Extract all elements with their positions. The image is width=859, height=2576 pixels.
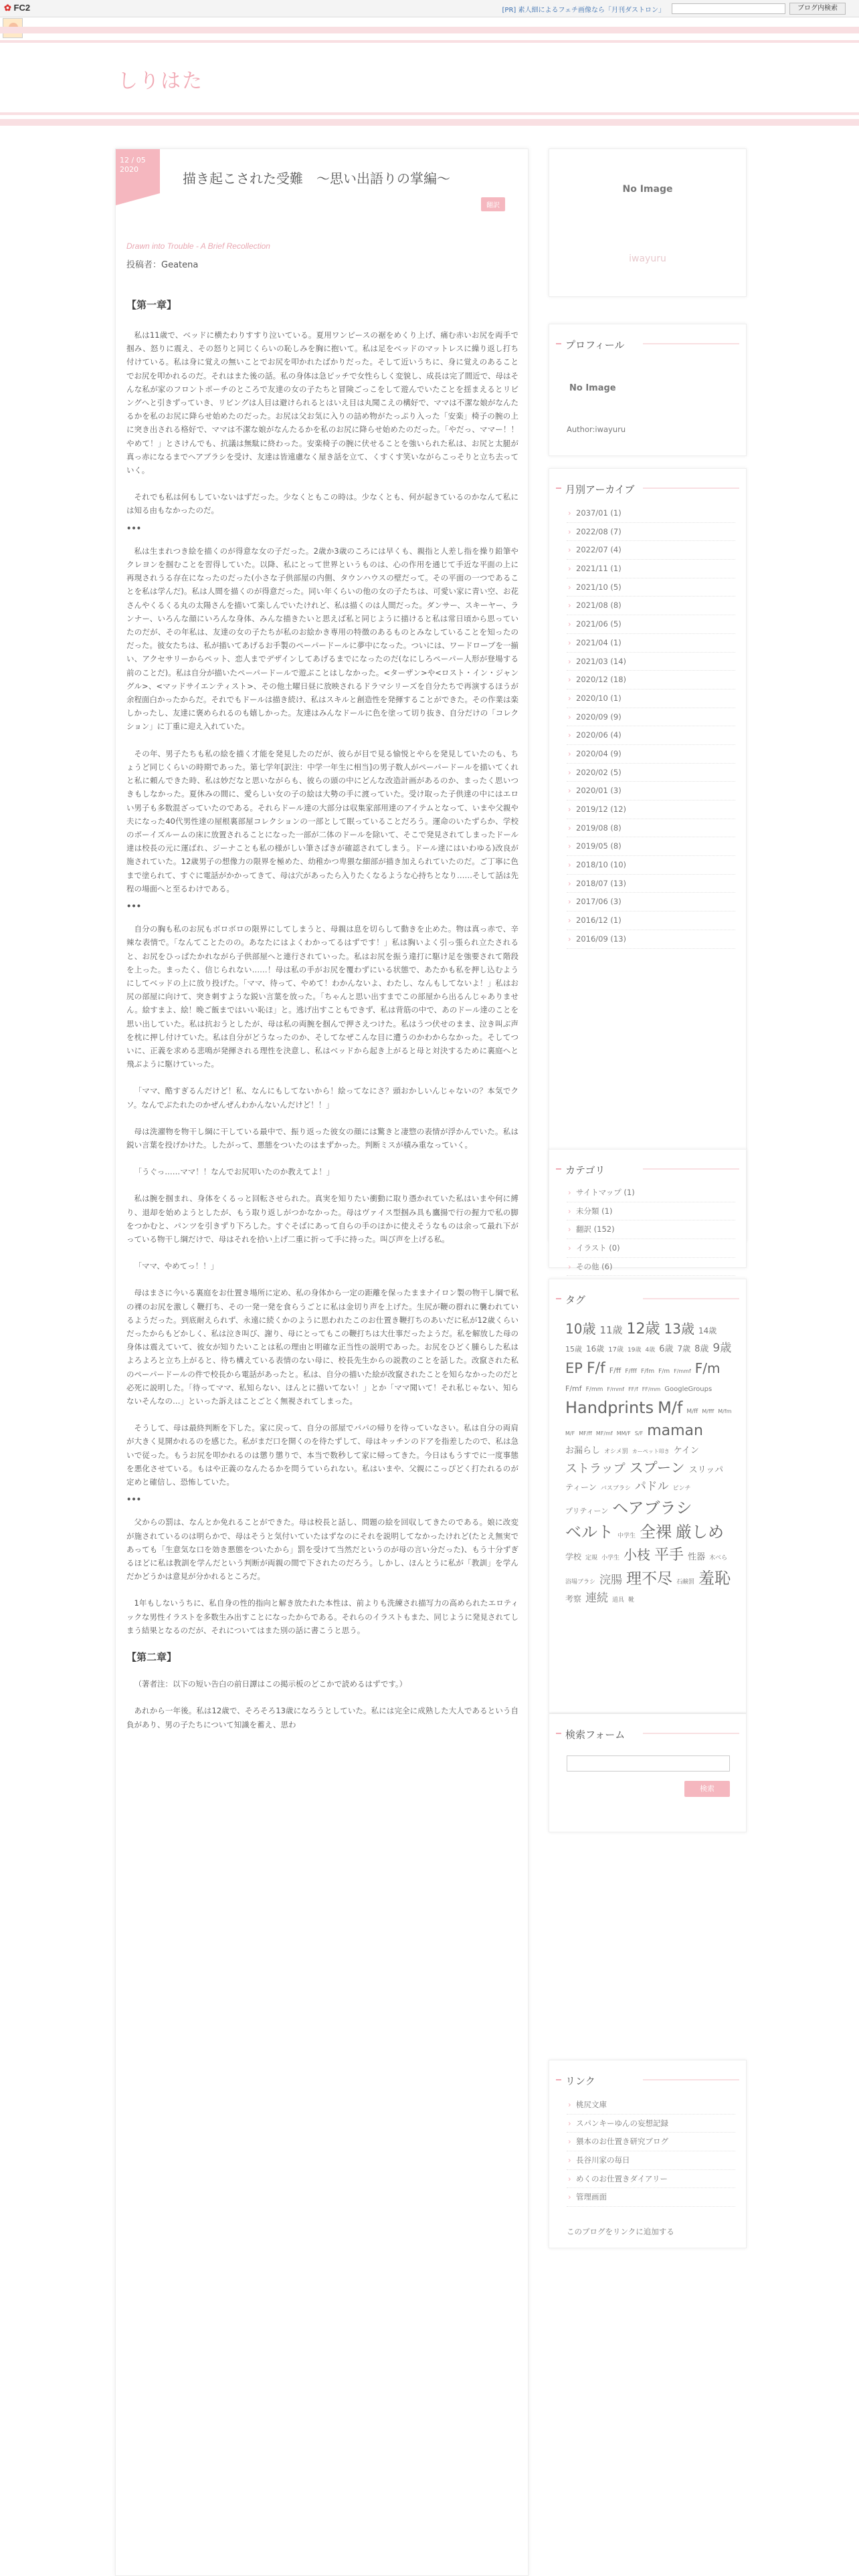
tag-box — [549, 1279, 747, 1713]
tag-item[interactable]: M/ff — [686, 1408, 698, 1415]
archive-item[interactable]: › 2021/04 (1) — [567, 634, 735, 653]
tag-item[interactable]: オシメ罰 — [604, 1448, 628, 1455]
tag-item[interactable]: ケイン — [673, 1445, 699, 1456]
header-stripe — [0, 27, 859, 33]
tag-item[interactable]: F/ff — [609, 1366, 622, 1375]
archive-item[interactable]: › 2019/12 (12) — [567, 800, 735, 819]
separator: ••• — [126, 901, 142, 911]
paragraph: 「ママ、酷すぎるんだけど！私、なんにもしてないから！絵ってなにさ？頭おかしいんじゃないの？本気でクソ。なんでぶたれたのかぜんぜんわかんないんだけど！！」 — [126, 1086, 518, 1109]
category-item[interactable]: › サイトマップ (1) — [567, 1184, 735, 1202]
tag-item[interactable]: F/m — [694, 1360, 721, 1376]
archive-list — [549, 496, 746, 949]
tag-item[interactable]: ストラップ — [565, 1461, 626, 1476]
link-item[interactable]: › 長谷川家の毎日 — [567, 2151, 735, 2170]
paragraph: 私は生まれつき絵を描くのが得意な女の子だった。2歳か3歳のころには早くも、親指と人差し指を操り鉛筆やクレヨンを掴むことを習得していた。以降、私にとって世界というものは、心の作用を通じて手近な平面の上に再現されうる存在になったのだった(小さな子供部屋の内側、タウンハウスの壁だって。その平面の一つであることを私は学んだ)。私は人間を描くのが得意だった。同い年くらいの他の女の子たちは、可愛い家に青い空、お花さんやくるくる丸の太陽さんを描いて楽しんでいたけれど、私は描くのは人間だった。ダンサー、スキーヤー、ランナー、いろんな顔にいろんな身体、みんな描きたいと思えば私と同じように描けると私は常日頃から思っていたのだが、その年私は、友達の女の子たちが私のお絵かき専用の特徴のあるものとみなしていることを知ったのだった。彼女たちは、私が描いてあげるお手製のペーパードールに夢中になった。ついには、ワードローブを一揃い、アクセサリーからペット、恋人までデザインしてあげるまでになったのだ(なにしろペーパー人形が登場する前のことだ)。私は自分が描いたペーパードールで遊ぶことはしなかった。<ターザン>や<ロスト・イン・ジャングル>、<マッドサイエンティスト>、その他土曜日昼に放映されるドラマシリーズを自分たちで再演するほうが余程面白かったからだ。それでもドールは描き続け、私はスキルと創造性を発揮することができた。その作業は楽しかったし、友達に褒められるのも嬉しかった。友達はみんなドールに色を塗って切り抜き、自分だけの「コレクション」に丁重に迎え入れていた。 — [126, 546, 518, 732]
link-item[interactable]: › スパンキーゆんの妄想記録 — [567, 2115, 735, 2133]
no-image-placeholder: No Image — [622, 184, 673, 195]
tag-item[interactable]: F/m — [658, 1368, 670, 1375]
tag-item[interactable]: 石鹸罰 — [676, 1578, 695, 1586]
tag-heading: タグ — [549, 1279, 746, 1307]
tag-item[interactable]: ピンチ — [672, 1485, 691, 1492]
date-badge — [116, 149, 160, 193]
archive-item[interactable]: › 2020/09 (9) — [567, 708, 735, 727]
paragraph: 私は11歳で、ベッドに横たわりすすり泣いている。夏用ワンピースの裾をめくり上げ、痛む赤いお尻を両手で掴み、怒りに震え、その怒りと同じくらいの恥しみを胸に抱いて。私は足をベッドのマットレスに繰り返し打ち付けている。私は身に覚えの無いことでお尻を叩かれたばかりだった。そして近いうちに、身に覚えのあることでお尻を叩かれるのだ。それはまた後の話。私の身体は急ピッチで女性らしく変貌し、成長は完了間近で、母はそんな私が家のフロントポーチのところで友達の女の子たちと冒険ごっこをして遊んでいたことを揺まえるとリビングへと引きずっていき、リビングは人目は避けられるとはいえ目は丸聞こえの構好で、ママは不潔な娘がなんたるかを私のお尻に降らせ始めたのだった。お尻は父お気に入りの詰め物がたっぷり入った「安楽」椅子の腕の上に突き出される格好で、ママは不潔な娘がなんたるかを私のお尻に降らせ始めたのだった。「やだっ、ママー！！やめて！」とさけんでも、抗議は無駄に終わった。安楽椅子の腕に伏せることを強いられた私は、お尻と太腿が真っ赤になるまでヘアブラシを受け、友達は皆遠慮なく屋き話を立て、くすくす笑いながらこっそりと立ち去っていく。 — [126, 330, 518, 475]
link-item[interactable]: › 桃尻文庫 — [567, 2096, 735, 2115]
fc2-top-bar — [0, 0, 859, 17]
paragraph: 私は腕を掴まれ、身体をくるっと回転させられた。真実を知りたい衝動に取り憑かれていた私はいまや何に縛り、退却を始めようとしたが、もう取り返しがつかなかった。母はヴァイス型掴み具も鷹揚で行の握力で私の脚をつかむと、パンツを引きずり下ろした。すぐそばにあって自らの手のほかに使えそうなものは余って最れ下がっている物干し綱だけで、母はそれを拾い上げ二重に折って手に持った。叫び声を上げる私。 — [126, 1194, 518, 1244]
tag-item[interactable]: 11歳 — [599, 1324, 623, 1336]
paragraph: あれから一年後。私は12歳で、そろそろ13歳になろうとしていた。私には完全に成熟した大人であるという自負があり、男の子たちについて知識を蓄え、思わ — [126, 1706, 518, 1729]
tag-item[interactable]: F/mmf — [674, 1368, 691, 1374]
archive-item[interactable]: › 2021/10 (5) — [567, 578, 735, 597]
archive-item[interactable]: › 2020/02 (5) — [567, 764, 735, 782]
profile-heading: プロフィール — [549, 324, 746, 352]
links-list — [549, 2088, 746, 2207]
archive-item[interactable]: › 2019/08 (8) — [567, 819, 735, 838]
archive-box — [549, 468, 747, 1241]
archive-item[interactable]: › 2020/04 (9) — [567, 745, 735, 764]
category-item[interactable]: › 翻訳 (152) — [567, 1220, 735, 1239]
post-subtitle: Drawn into Trouble - A Brief Recollection — [126, 241, 270, 251]
tag-item[interactable]: スプーン — [629, 1459, 685, 1476]
header-stripe — [0, 40, 859, 43]
tag-item[interactable]: 10歳 — [565, 1321, 596, 1337]
tag-item[interactable]: MM/F — [616, 1430, 631, 1436]
blog-search-button[interactable]: ブログ内検索 — [789, 3, 846, 15]
profile-no-image: No Image — [569, 383, 616, 393]
tag-item[interactable]: S/F — [634, 1430, 644, 1436]
paragraph: 自分の胸も私のお尻もボロボロの限界にしてしまうと、母親は息を切らして動きを止めた。物は真っ赤で、辛辣な表情で。「なんてことたのの。あなたにはよくわかってるはずです！」私は胸いよく引っ張られ立たされると、お尻をひっぱたかれながら子供部屋へと連行されていった。私はお尻を振う違打に駆け足を強要されて階段を上った。まったく、信じられない……！母は私の手がお尻を覆わずにいる状態で、あたかも私を押し込むようにしてベッドの上に放り投げた。「ママ、待って、やめて！わかんないよ、わたし、なんもしてないよ！」私はお尻の部屋に向けて、突き刺すような鋭い言葉を放った。「ちゃんと思い出すまでこの部屋から出るんじゃありません。絵すまよ、絵！晩ご飯まではいい恥ほ」と。逃げ出すこともできず、私は背筋の中で、あのドール達のことを思い出していた。私は抗おうとしたが、母は私の両腕を掴んで押さえつけた。私はうつ伏せのまま、泣き叫ぶ声を枕に押し付けていた。私は自分がどうなったのか、そしてなぜこんな目に遭うのかわからなかった。そしてついに、正義を求める悲鳴が発揮される理性を決意し、私はベッドから起き上がると母と対決するために裏庭へと飛ぶように駆けていった。 — [126, 924, 518, 1069]
post-title[interactable]: 描き起こされた受難 〜思い出語りの掌編〜 — [183, 171, 450, 187]
tag-item[interactable]: 浣腸 — [599, 1573, 623, 1587]
tag-item[interactable]: 定規 — [585, 1554, 598, 1562]
tag-item[interactable]: 7歳 — [677, 1344, 691, 1354]
fc2-logo[interactable]: ✿ FC2 — [4, 3, 31, 13]
post-author: 投稿者：Geatena — [126, 260, 199, 270]
tag-item[interactable]: 12歳 — [626, 1321, 660, 1337]
tag-item[interactable]: M/fff — [702, 1408, 714, 1414]
archive-item[interactable]: › 2021/11 (1) — [567, 560, 735, 578]
fc2-ad-link[interactable]: [PR] 素人細によるフェチ画像なら「月刊ダストロン」 — [502, 7, 665, 14]
tag-item[interactable]: FF/mm — [642, 1386, 661, 1392]
category-heading: カテゴリ — [549, 1150, 746, 1177]
tag-item[interactable]: M/fm — [718, 1408, 732, 1414]
tag-item[interactable]: 小学生 — [601, 1554, 620, 1562]
archive-item[interactable]: › 2018/07 (13) — [567, 875, 735, 893]
archive-item[interactable]: › 2017/06 (3) — [567, 893, 735, 911]
site-title[interactable]: しりはた — [118, 70, 203, 93]
tag-item[interactable]: F/fff — [625, 1368, 637, 1375]
links-heading: リンク — [549, 2060, 746, 2088]
tag-item[interactable]: 中学生 — [617, 1532, 636, 1539]
tag-item[interactable]: 木べら — [709, 1554, 728, 1562]
tag-item[interactable]: F/mmf — [607, 1386, 625, 1392]
archive-item[interactable]: › 2019/05 (8) — [567, 837, 735, 856]
tag-item[interactable]: 道具 — [612, 1597, 625, 1604]
profile-author: Author:iwayuru — [567, 425, 626, 434]
tag-item[interactable]: M/F — [565, 1430, 575, 1436]
tag-item[interactable]: 小枝 — [624, 1546, 651, 1563]
tag-item[interactable]: 厳しめ — [676, 1522, 725, 1541]
tag-item[interactable]: 14歳 — [698, 1326, 717, 1335]
tag-item[interactable]: ベルト — [565, 1522, 613, 1541]
archive-item[interactable]: › 2020/10 (1) — [567, 689, 735, 708]
add-link-button[interactable]: このブログをリンクに追加する — [567, 2227, 674, 2236]
archive-item[interactable]: › 2021/08 (8) — [567, 597, 735, 615]
date-year: 2020 — [120, 165, 138, 174]
tag-item[interactable]: 性器 — [688, 1551, 706, 1562]
tag-item[interactable]: ヘアブラシ — [612, 1498, 692, 1517]
archive-item[interactable]: › 2020/06 (4) — [567, 726, 735, 745]
archive-item[interactable]: › 2020/01 (3) — [567, 782, 735, 800]
category-item[interactable]: › その他 (6) — [567, 1258, 735, 1277]
tag-item[interactable]: 13歳 — [664, 1321, 694, 1337]
separator: ••• — [126, 1495, 142, 1505]
tag-item[interactable]: MF/mf — [595, 1430, 613, 1436]
blog-search-input[interactable] — [672, 3, 785, 14]
search-input[interactable] — [567, 1755, 730, 1772]
tag-item[interactable]: 8歳 — [694, 1344, 709, 1354]
tag-item[interactable]: 理不尽 — [626, 1570, 673, 1588]
tag-item[interactable]: EP — [565, 1360, 583, 1376]
archive-item[interactable]: › 2022/08 (7) — [567, 523, 735, 542]
paragraph: その年、男子たちも私の絵を描く才能を発見したのだが、彼らが目で見る愉悦とやらを発見していたのも、ちょうど同じくらいの時期であった。第七学年[訳注：中学一年生に相当]の男子数人がペーパードールを描いてくれと私に頼んできた時、私は妙だなと思いながらも、彼らの頭の中にどんな改造計画があるのか、まったく思いつきもしなかった。夏休みの間に、愛らしい女の子の絵は大勢の手に渡っていた。受け取った子供達の中にはエロい男子も多数混ざっていたのである。それらドール達の大部分は収集家部用達のアイテムとなって、いまや父親や夫になった40代男性達の屋根裏部屋コレクションの一部として眠っていることだろう。運命のいたずらか、学校のボーイズルームの床に放置されることになった一部が二体のドールを除いて、そこで発見されてしまったドール達は校長の元に運ばれ、ジーナことも私の様がしい筆さばきが確認されてしまう。ドール達にはいわゆる)改良が施されていた。12歳男子の想像力の限界を極めた、幼稚かつ卑猥な細部が描き加えられていたのだ。ご丁寧に色まで塗られて、すぐに電話がかかってきて、母は穴があったら入りたくなるような心持ちとなり……そして話は先程の場面へと至るわけである。 — [126, 748, 518, 893]
paragraph: 父からの罰は、なんとか免れることができた。母は校長と話し、問題の絵を回収してきたのである。娘に改変が施されているのは明らかで、母はそうと気付いていたはずなのにそれを説明してなかったけれど(たとえ無実であっても「生意気な口を効き悪態をついたから」罰を受けて当然だというのが母の言い分だった)、もう十分ずぎるほどに私は教訓を学んだという判断が両親の間で下されたのだろう。しかし、ほんとうに私が「教訓」を学んだかどうかは意見が分かれるところだ。 — [126, 1517, 518, 1582]
archive-item[interactable]: › 2016/09 (13) — [567, 930, 735, 949]
tag-item[interactable]: 羞恥 — [698, 1568, 731, 1588]
paragraph: そうして、母は最終判断を下した。家に戻って、自分の部屋でパパの帰りを待っていなさい。私は自分の両肩が大きく見開かれるのを感じた。私がまだ口を開くのを待たずして、母はキッチンのドアを指差したので、私は急いで従った。もうお尻を叩かれるのは懲り懲りで、本当で数秒して家に帰ってきた。今日はもうすでに一度事態を悪化させている。もはや正義のなんたるかを問うていられない。私はいまや、父親にこっぴどく打たれるのが定めと確信し、恐怖していた。 — [126, 1423, 518, 1487]
separator: ••• — [126, 523, 142, 533]
tag-item[interactable]: 19歳 — [628, 1347, 642, 1354]
tag-item[interactable]: 浴場ブラシ — [565, 1578, 596, 1586]
tag-item[interactable]: ティーン — [565, 1483, 597, 1492]
archive-item[interactable]: › 2016/12 (1) — [567, 911, 735, 930]
tag-item[interactable]: 9歳 — [712, 1341, 732, 1355]
tag-item[interactable]: 16歳 — [586, 1344, 605, 1354]
tag-item[interactable]: カーペット叩き — [632, 1448, 670, 1455]
link-item[interactable]: › 猥本のお仕置き研究ブログ — [567, 2133, 735, 2151]
links-box — [549, 2060, 747, 2248]
category-item[interactable]: › 未分類 (1) — [567, 1202, 735, 1221]
tag-item[interactable]: 連続 — [585, 1592, 609, 1605]
tag-item[interactable]: 6歳 — [659, 1344, 674, 1354]
sidebar-image-box — [549, 148, 747, 297]
article — [115, 148, 529, 2576]
tag-item[interactable]: お漏らし — [565, 1445, 601, 1456]
tag-item[interactable]: FF/f — [628, 1386, 638, 1392]
author-note: （著者注：以下の短い告白の前日譚はこの掲示板のどこかで読めるはずです。） — [134, 1679, 407, 1689]
archive-item[interactable]: › 2021/03 (14) — [567, 653, 735, 671]
search-heading: 検索フォーム — [549, 1714, 746, 1741]
paragraph: 「うぐっ……ママ！！なんでお尻叩いたのか教えてよ！」 — [134, 1167, 335, 1177]
profile-box — [549, 324, 747, 456]
tag-item[interactable]: 靴 — [628, 1597, 635, 1604]
tag-item[interactable]: 学校 — [565, 1551, 582, 1562]
category-box — [549, 1149, 747, 1271]
chapter-heading: 【第二章】 — [126, 1651, 177, 1664]
tag-item[interactable]: スリッパ — [688, 1465, 724, 1475]
tag-item[interactable]: Handprints — [565, 1398, 654, 1417]
paragraph: 「ママ、やめてっ！！」 — [134, 1261, 219, 1271]
tag-item[interactable]: maman — [647, 1422, 703, 1439]
tag-item[interactable]: F/mm — [585, 1386, 603, 1393]
archive-item[interactable]: › 2037/01 (1) — [567, 504, 735, 523]
tag-item[interactable]: プリティーン — [565, 1506, 609, 1515]
tag-item[interactable]: F/fm — [640, 1368, 655, 1375]
chapter-heading: 【第一章】 — [126, 299, 177, 311]
tag-item[interactable]: バスブラシ — [600, 1485, 631, 1492]
archive-item[interactable]: › 2020/12 (18) — [567, 671, 735, 689]
search-button[interactable]: 検索 — [684, 1781, 730, 1797]
category-tag[interactable]: 翻訳 — [481, 197, 505, 211]
tag-item[interactable]: 4歳 — [645, 1347, 656, 1354]
category-list — [549, 1177, 746, 1295]
tag-item[interactable]: 全裸 — [640, 1522, 672, 1541]
tag-item[interactable]: F/f — [586, 1360, 605, 1377]
tag-cloud — [565, 1318, 737, 1608]
tag-item[interactable]: GoogleGroups — [664, 1385, 712, 1393]
tag-item[interactable]: M/f — [658, 1398, 683, 1417]
archive-item[interactable]: › 2018/10 (10) — [567, 856, 735, 875]
tag-item[interactable]: 平手 — [654, 1546, 684, 1564]
paragraph: 1年もしないうちに、私自身の性的指向と解き放たれた本性は、前よりも洗練され描写力の高められたエロティックな男性イラストを多数生み出すことになったからである。それらのイラストもまた、同じように発見されてしまう結果となるのだが、それについてはまた別の話に書こうと思う。 — [126, 1598, 518, 1635]
archive-heading: 月別アーカイブ — [549, 469, 746, 496]
tag-item[interactable]: 17歳 — [608, 1346, 624, 1354]
tag-item[interactable]: 考察 — [565, 1594, 582, 1604]
archive-item[interactable]: › 2021/06 (5) — [567, 615, 735, 634]
link-item[interactable]: › めくのお仕置きダイアリー — [567, 2170, 735, 2189]
post-body — [126, 328, 518, 1745]
paragraph: 母は洗濯物を物干し綱に干している最中で、振り返った彼女の顔には驚きと凄惣の表情が浮かんでいた。私は鋭い言葉を投げかけた。したがって、悪態をついたのはまずかった。判断ミスが積み重なっていく。 — [126, 1126, 518, 1150]
link-item[interactable]: › 管理画面 — [567, 2188, 735, 2207]
header-stripe — [0, 119, 859, 126]
paragraph: 母はまさに今いる裏庭をお仕置き場所に定め、私の身体から一定の距離を保ったままナイロン製の物干し綱で私の裸のお尻を激しく鞭打ち、その一発一発を食らうごとに私は金切り声を上げた。生尻が鞭の群れに襲われているようだった。到底耐えられず、永遠に続くかのように思われたこのお仕置き鞭打ちのあいだに私が12歳くらいだったからもどかしく、私は泣き叫び、謝り、母にとってもこの鞭打ちは大仕事だったようだ。私を解放した母の身体は震えていて、彼女が知りたいことは私の理由と明確な正当性の説明であった。お尻をひどく腫らした私はよろよろと立ち上がると、待ち構えている表情のない母に、校長先生からの説教のことを話した。改竄された私のペーパードールの件で校長から電話があったと。私は、自分の描いた絵が改竄されたことを知らなかったのだと必死に説明した。「待ってママ、私知らない、ほんとに描いてない！」とか「ママ聞いて！それ私じゃない、知らないそんなの…」といった訴えはことごとく無視されてしまった。 — [126, 1288, 518, 1406]
category-item[interactable]: › イラスト (0) — [567, 1239, 735, 1258]
archive-item[interactable]: › 2022/07 (4) — [567, 541, 735, 560]
tag-item[interactable]: パドル — [634, 1480, 669, 1493]
tag-item[interactable]: 15歳 — [565, 1345, 582, 1354]
search-form-box — [549, 1713, 747, 1832]
header-stripe — [0, 112, 859, 115]
date-month-day: 12 / 05 — [120, 156, 146, 165]
paragraph: それでも私は何もしていないはずだった。少なくともこの時は。少なくとも、何が起きているのかなんて私には知る由もなかったのだ。 — [126, 492, 518, 516]
tag-item[interactable]: MF/ff — [579, 1430, 592, 1436]
watermark-text: iwayuru — [629, 253, 666, 264]
tag-item[interactable]: F/mf — [565, 1384, 582, 1393]
